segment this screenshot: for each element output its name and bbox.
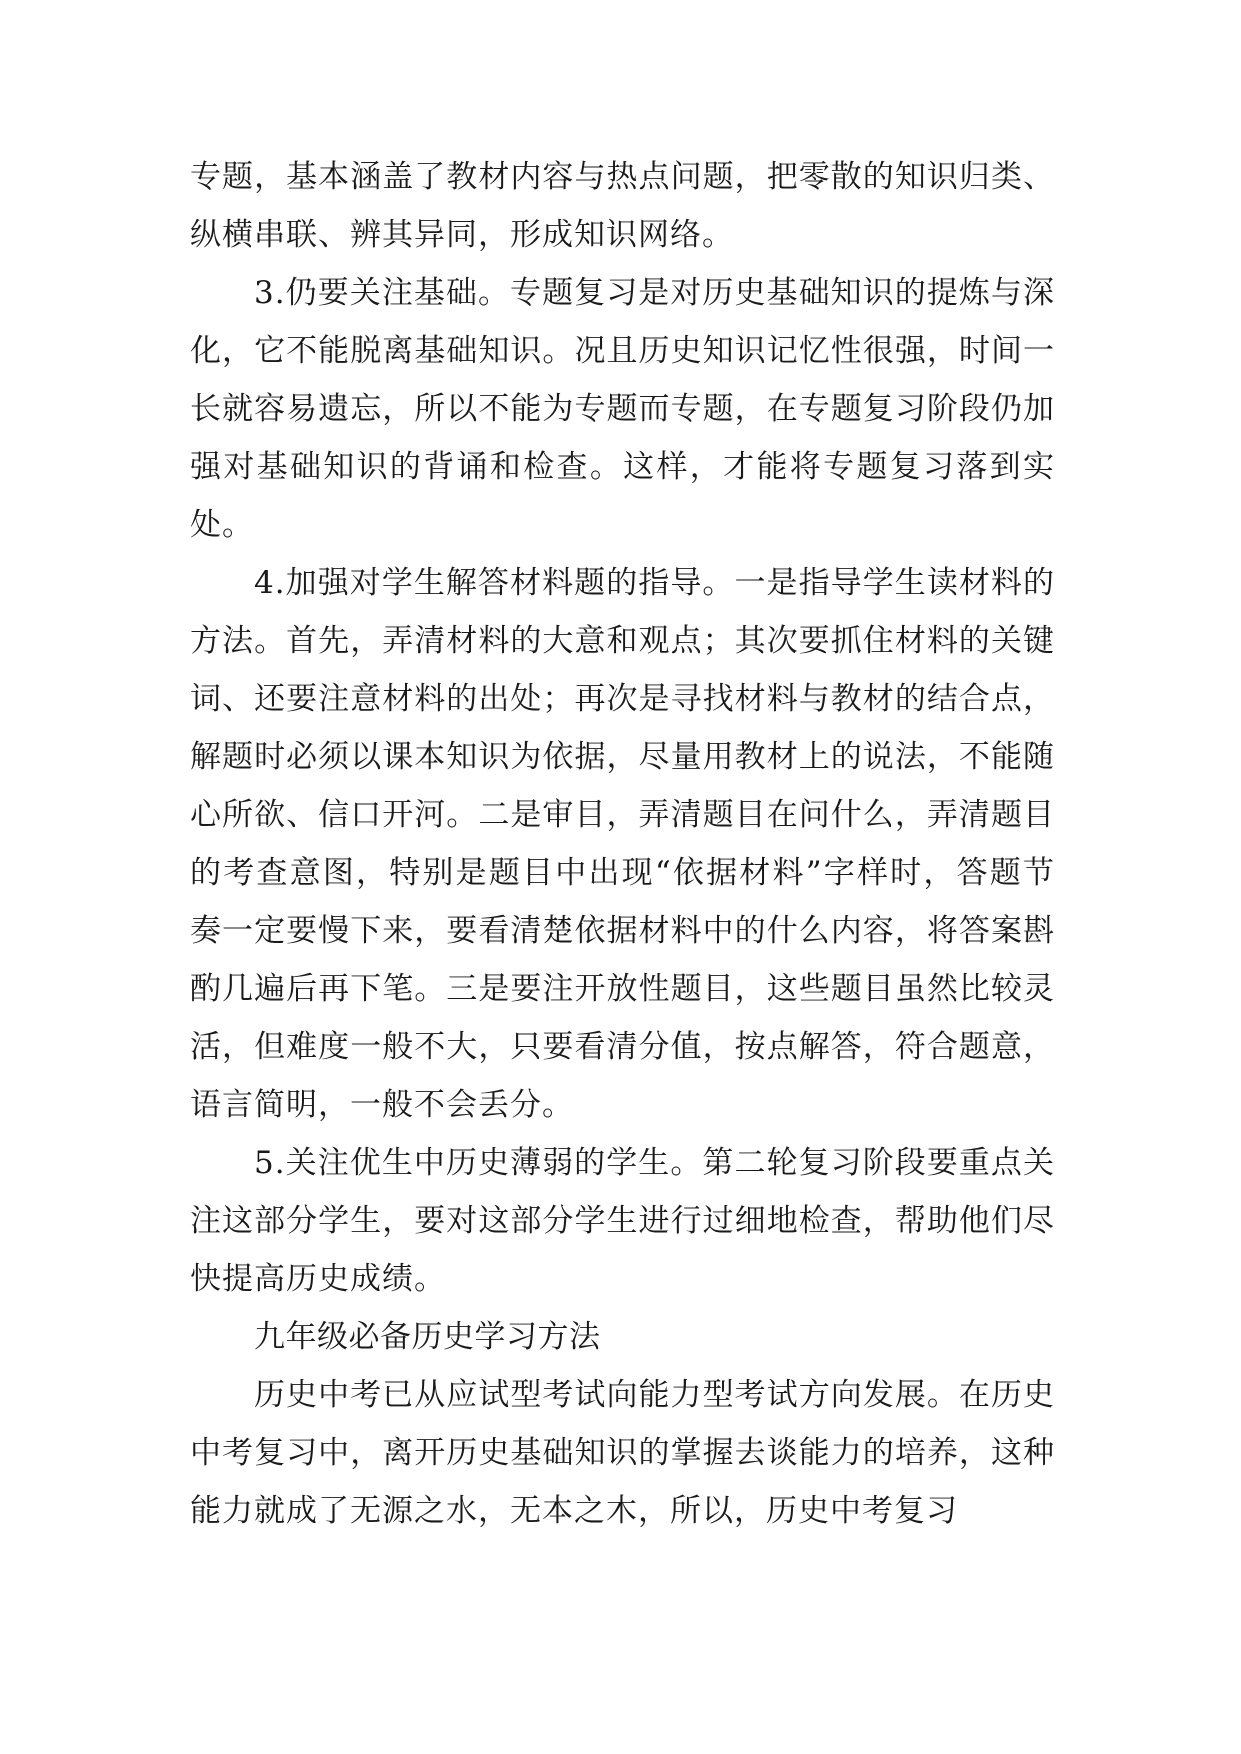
- paragraph-continuation: 专题，基本涵盖了教材内容与热点问题，把零散的知识归类、纵横串联、辨其异同，形成知识网络。: [190, 159, 1055, 253]
- paragraph-item-4: 4.加强对学生解答材料题的指导。一是指导学生读材料的方法。首先，弄清材料的大意和观点；其次要抓住材料的关键词、还要注意材料的出处；再次是寻找材料与教材的结合点，解题时必须以课本知识为依据，尽量用教材上的说法，不能随心所欲、信口开河。二是审目，弄清题目在问什么，弄清题目的考查意图，特别是题目中出现“依据材料”字样时，答题节奏一定要慢下来，要看清楚依据材料中的什么内容，将答案斟酌几遍后再下笔。三是要注开放性题目，这些题目虽然比较灵活，但难度一般不大，只要看清分值，按点解答，符合题意，语言简明，一般不会丢分。: [190, 565, 1055, 1123]
- document-page: [190, 148, 1055, 1540]
- paragraph-item-3: 3.仍要关注基础。专题复习是对历史基础知识的提炼与深化，它不能脱离基础知识。况且历史知识记忆性很强，时间一长就容易遗忘，所以不能为专题而专题，在专题复习阶段仍加强对基础知识的背诵和检查。这样，才能将专题复习落到实处。: [190, 275, 1055, 543]
- section-title: 九年级必备历史学习方法: [254, 1319, 601, 1355]
- paragraph-item-5: 5.关注优生中历史薄弱的学生。第二轮复习阶段要重点关注这部分学生，要对这部分学生进行过细地检查，帮助他们尽快提高历史成绩。: [190, 1145, 1055, 1297]
- paragraph-closing: 历史中考已从应试型考试向能力型考试方向发展。在历史中考复习中，离开历史基础知识的掌握去谈能力的培养，这种能力就成了无源之水，无本之木，所以，历史中考复习: [190, 1377, 1055, 1529]
